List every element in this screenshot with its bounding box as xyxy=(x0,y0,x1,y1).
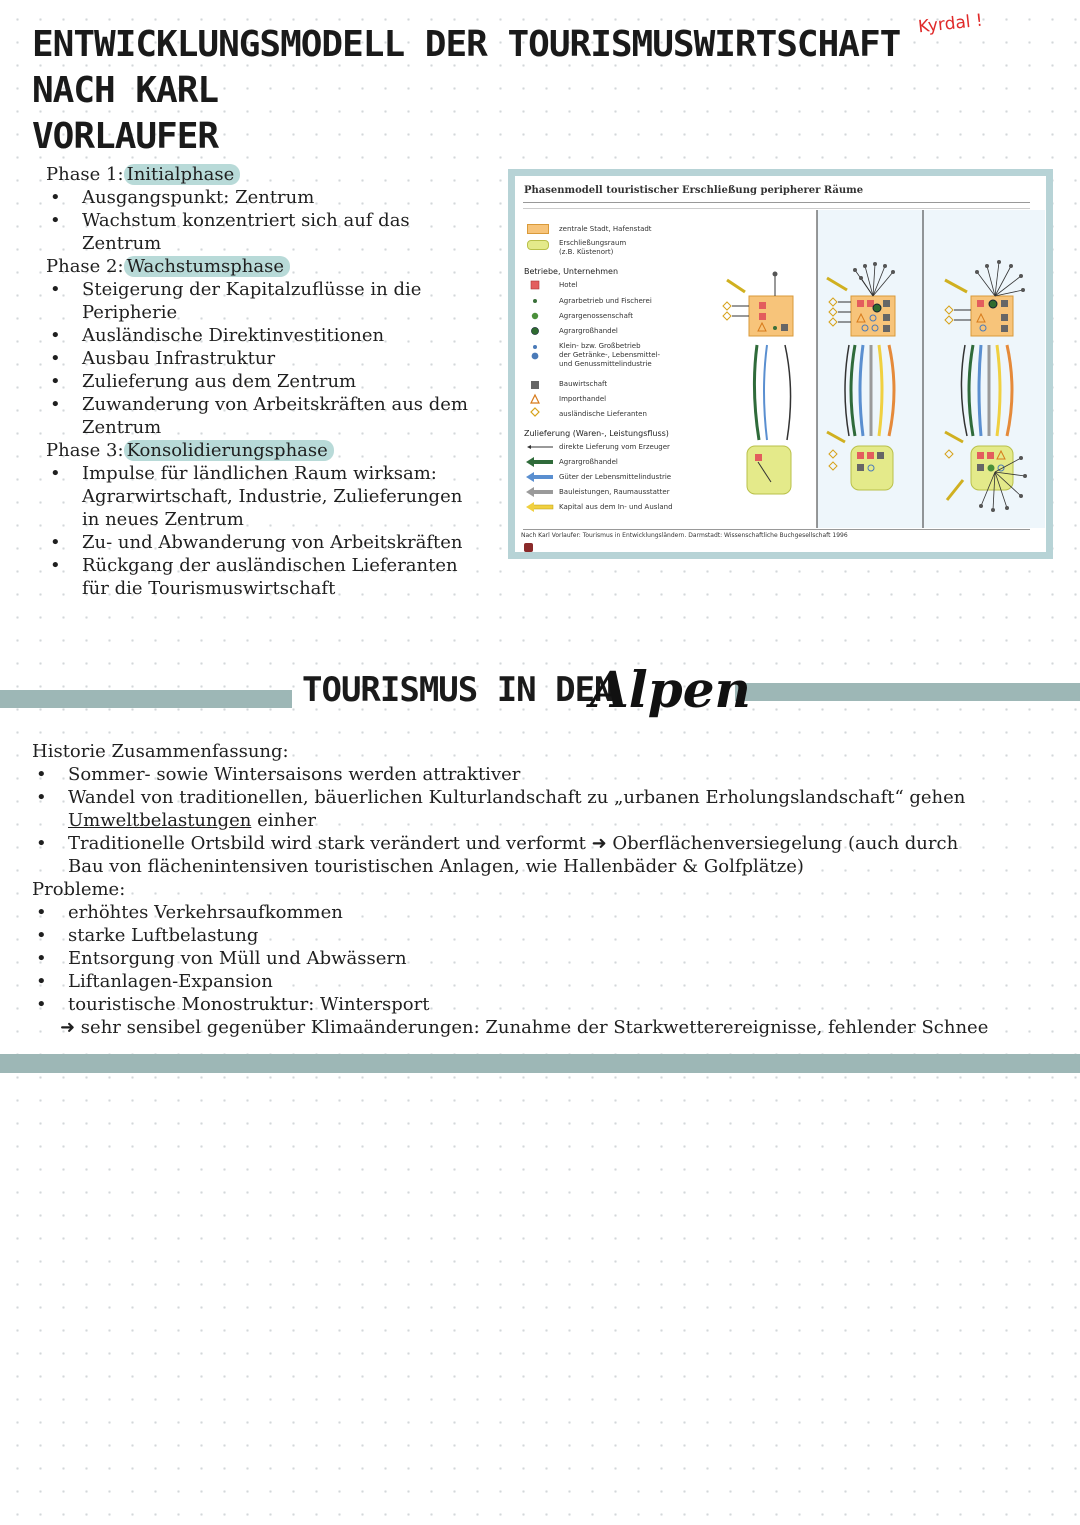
agrarbetrieb-icon xyxy=(773,326,777,330)
legend-bau: ausländische Lieferanten xyxy=(559,410,647,418)
phase-2-prefix: Phase 2: xyxy=(46,256,124,277)
historie-item-continued xyxy=(68,809,316,832)
legend-betrieb: Hotel xyxy=(559,281,578,289)
legend-bau: Bauwirtschaft xyxy=(559,380,608,388)
figure-rule xyxy=(523,529,1030,530)
bauwirtschaft-icon xyxy=(1001,314,1008,321)
bullet: • xyxy=(36,833,47,854)
historie-label: Historie Zusammenfassung: xyxy=(32,741,289,762)
bullet: • xyxy=(50,555,61,576)
figure-rule xyxy=(523,202,1030,203)
hotel-icon xyxy=(867,300,874,307)
probleme-item: touristische Monostruktur: Wintersport xyxy=(68,994,430,1015)
bullet: • xyxy=(50,463,61,484)
phase-3-item: Zu- und Abwanderung von Arbeitskräften xyxy=(82,532,463,553)
conclusion: ➜ sehr sensibel gegenüber Klimaänderungen: Zunahme der Starkwetterereignisse, fehlender Schnee xyxy=(60,1017,989,1038)
bullet: • xyxy=(36,764,47,785)
bauwirtschaft-icon xyxy=(977,464,984,471)
genossenschaft-icon xyxy=(532,313,538,319)
bullet: • xyxy=(36,994,47,1015)
phase-diagram xyxy=(695,210,1045,528)
historie-item: Wandel von traditionellen, bäuerlichen Kulturlandschaft zu „urbanen Erholungslandschaft“ gehen xyxy=(68,787,966,808)
phase-3-item: Impulse für ländlichen Raum wirksam: xyxy=(82,463,437,484)
bauwirtschaft-icon xyxy=(531,381,539,389)
bullet: • xyxy=(36,948,47,969)
legend-zulieferung: Güter der Lebensmittelindustrie xyxy=(559,473,672,481)
probleme-item: erhöhtes Verkehrsaufkommen xyxy=(68,902,343,923)
home-icon xyxy=(524,543,533,552)
legend-betrieb: Agrargenossenschaft xyxy=(559,312,633,320)
figure-panel xyxy=(515,176,1046,552)
bullet: • xyxy=(50,210,61,231)
bauwirtschaft-icon xyxy=(781,324,788,331)
legend-zulieferung: Kapital aus dem In- und Ausland xyxy=(559,503,673,511)
legend-erschliessung-2: (z.B. Küstenort) xyxy=(559,248,614,256)
bullet: • xyxy=(50,187,61,208)
bullet: • xyxy=(50,394,61,415)
underlined-term: Umweltbelastungen xyxy=(68,810,252,831)
historie-item: Bau von flächenintensiven touristischen Anlagen, wie Hallenbäder & Golfplätze) xyxy=(68,856,804,877)
arrowhead xyxy=(527,445,531,449)
erschliessungsraum-a xyxy=(747,446,791,494)
banner-bar-right xyxy=(735,683,1080,701)
node-icon xyxy=(773,272,778,277)
legend-arrows xyxy=(525,442,557,522)
genossenschaft-icon xyxy=(988,465,995,472)
bottom-bar xyxy=(0,1054,1080,1073)
bauwirtschaft-icon xyxy=(883,300,890,307)
legend-zulieferung: Agrargroßhandel xyxy=(559,458,618,466)
hotel-icon xyxy=(759,313,766,320)
phase-2-item: Ausbau Infrastruktur xyxy=(82,348,276,369)
bullet: • xyxy=(36,925,47,946)
section-heading: TOURISMUS IN DEN xyxy=(302,670,614,710)
bauwirtschaft-icon xyxy=(877,452,884,459)
legend-betrieb: Agrarbetrieb und Fischerei xyxy=(559,297,652,305)
phase-1-name: Initialphase xyxy=(124,164,241,185)
hotel-icon xyxy=(977,452,984,459)
legend-betrieb: Agrargroßhandel xyxy=(559,327,618,335)
legend-erschliessung-1: Erschließungsraum xyxy=(559,239,627,247)
bullet: • xyxy=(50,348,61,369)
bullet: • xyxy=(36,902,47,923)
phase-1-heading xyxy=(46,163,240,186)
margin-note: Kyrdal ! xyxy=(917,10,984,38)
arrow-agrargrosshandel xyxy=(533,460,553,464)
figure-title: Phasenmodell touristischer Erschließung peripherer Räume xyxy=(524,185,864,196)
page-title xyxy=(32,22,912,160)
phase-3-item: in neues Zentrum xyxy=(82,509,244,530)
arrow-bauleistungen xyxy=(533,490,553,494)
phase-2-item: Steigerung der Kapitalzuflüsse in die xyxy=(82,279,422,300)
bullet: • xyxy=(36,971,47,992)
phase-1-item: Ausgangspunkt: Zentrum xyxy=(82,187,315,208)
phase-2-item: Ausländische Direktinvestitionen xyxy=(82,325,385,346)
probleme-item: Entsorgung von Müll und Abwässern xyxy=(68,948,407,969)
bauwirtschaft-icon xyxy=(1001,325,1008,332)
bauwirtschaft-icon xyxy=(883,314,890,321)
hotel-icon xyxy=(867,452,874,459)
phase-2-item: Peripherie xyxy=(82,302,178,323)
phase-1-prefix: Phase 1: xyxy=(46,164,124,185)
legend-zulieferung: direkte Lieferung vom Erzeuger xyxy=(559,443,670,451)
importhandel-icon xyxy=(531,395,539,403)
grosshandel-icon xyxy=(531,327,538,334)
probleme-label: Probleme: xyxy=(32,879,126,900)
banner-bar-left xyxy=(0,690,292,708)
hotel-icon xyxy=(987,452,994,459)
phase-2-name: Wachstumsphase xyxy=(124,256,290,277)
auslaendische-lieferanten-icon xyxy=(531,408,539,416)
hotel-icon xyxy=(755,454,762,461)
phase-3-item: Agrarwirtschaft, Industrie, Zulieferungen xyxy=(82,486,463,507)
page-title-line-1: ENTWICKLUNGSMODELL DER TOURISMUSWIRTSCHAFT NACH KARL xyxy=(32,24,901,111)
grossbetrieb-icon xyxy=(532,353,539,360)
historie-item-tail: einher xyxy=(251,810,316,831)
phase-3-name: Konsolidierungsphase xyxy=(124,440,334,461)
arrowhead xyxy=(526,487,534,497)
hotel-icon xyxy=(759,302,766,309)
legend-zentrale: zentrale Stadt, Hafenstadt xyxy=(559,225,652,233)
phase-2-item: Zuwanderung von Arbeitskräften aus dem xyxy=(82,394,468,415)
arrowhead xyxy=(526,472,534,482)
bullet: • xyxy=(50,371,61,392)
phase-3-prefix: Phase 3: xyxy=(46,440,124,461)
phase-3-item: für die Tourismuswirtschaft xyxy=(82,578,336,599)
probleme-item: starke Luftbelastung xyxy=(68,925,259,946)
legend-swatch-erschliessung xyxy=(527,240,549,250)
historie-item: Sommer- sowie Wintersaisons werden attraktiver xyxy=(68,764,521,785)
legend-zulieferung-heading: Zulieferung (Waren-, Leistungsfluss) xyxy=(524,429,669,438)
phase-1-item: Zentrum xyxy=(82,233,162,254)
figure-rule xyxy=(523,208,1030,209)
grosshandel-icon xyxy=(873,304,881,312)
phase-1-item: Wachstum konzentriert sich auf das xyxy=(82,210,410,231)
bullet: • xyxy=(36,787,47,808)
phase-3-heading xyxy=(46,439,334,462)
bauwirtschaft-icon xyxy=(883,325,890,332)
hotel-icon xyxy=(531,281,539,289)
bullet: • xyxy=(50,279,61,300)
kleinbetrieb-icon xyxy=(533,345,537,349)
bullet: • xyxy=(50,532,61,553)
arrow-lebensmittel xyxy=(533,475,553,479)
probleme-item: Liftanlagen-Expansion xyxy=(68,971,273,992)
legend-klein: der Getränke-, Lebensmittel- xyxy=(559,351,660,359)
hotel-icon xyxy=(977,300,984,307)
legend-swatch-zentrale xyxy=(527,224,549,234)
hotel-icon xyxy=(857,452,864,459)
bullet: • xyxy=(50,325,61,346)
phase-3-item: Rückgang der ausländischen Lieferanten xyxy=(82,555,458,576)
page-title-line-2: VORLAUFER xyxy=(32,116,219,157)
historie-item: Traditionelle Ortsbild wird stark verändert und verformt ➜ Oberflächenversiegelung (auch durch xyxy=(68,833,959,854)
phase-2-item: Zentrum xyxy=(82,417,162,438)
bauwirtschaft-icon xyxy=(857,464,864,471)
legend-bau: Importhandel xyxy=(559,395,607,403)
section-heading-script: Alpen xyxy=(590,660,751,719)
figure-source: Nach Karl Vorlaufer: Tourismus in Entwicklungsländern. Darmstadt: Wissenschaftliche Buchgesellschaft 1996 xyxy=(521,532,848,539)
hotel-icon xyxy=(857,300,864,307)
arrowhead xyxy=(526,457,534,467)
legend-betriebe-heading: Betriebe, Unternehmen xyxy=(524,267,619,276)
legend-klein: Klein- bzw. Großbetrieb xyxy=(559,342,641,350)
bauwirtschaft-icon xyxy=(1001,300,1008,307)
arrow-kapital xyxy=(533,505,553,509)
phase-model-figure xyxy=(508,169,1053,559)
legend-klein: und Genussmittelindustrie xyxy=(559,360,652,368)
phase-2-heading xyxy=(46,255,290,278)
agrarbetrieb-icon xyxy=(533,299,537,303)
legend-zulieferung: Bauleistungen, Raumausstatter xyxy=(559,488,670,496)
phase-2-item: Zulieferung aus dem Zentrum xyxy=(82,371,357,392)
arrowhead xyxy=(526,502,534,512)
grosshandel-icon xyxy=(989,300,997,308)
